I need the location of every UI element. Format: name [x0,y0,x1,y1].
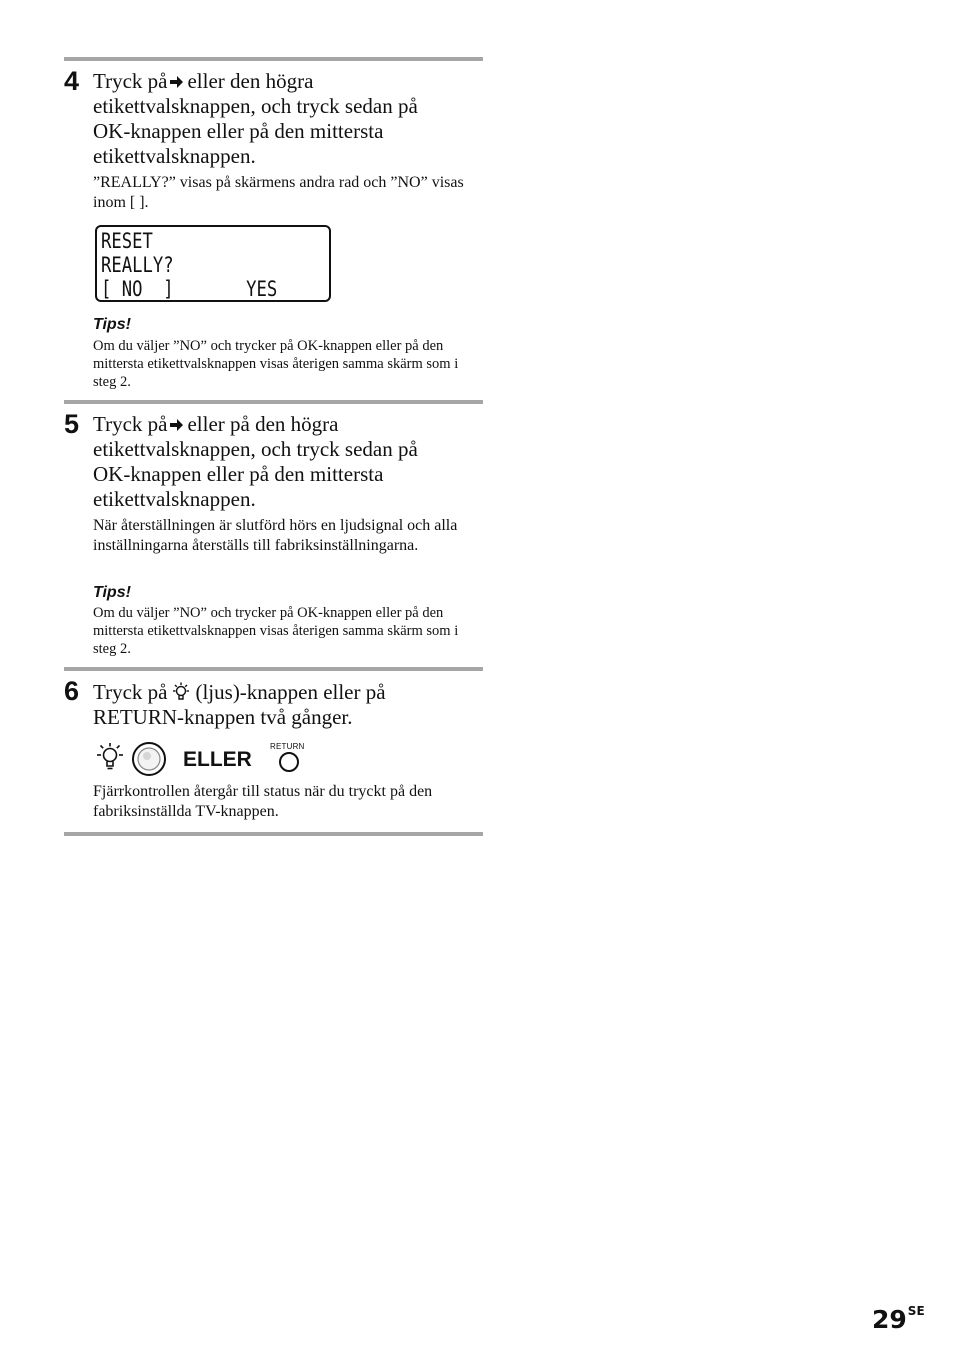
step-number: 6 [64,676,80,706]
step-text-line: etikettvalsknappen, och tryck sedan på [93,94,418,118]
return-button-label: RETURN [270,742,305,751]
page-number [872,1296,925,1335]
step-text-line: RETURN-knappen två gånger. [93,705,353,729]
step-text-end: eller på den högra [187,412,339,436]
arrow-right-icon [170,75,184,89]
return-button-icon [277,750,301,774]
step-text-start: Tryck på [93,680,168,704]
step-text-start: Tryck på [93,69,168,93]
section-rule [64,667,483,671]
lcd-line: [ NO ] YES [101,277,278,301]
section-rule [64,400,483,404]
step-text-start: Tryck på [93,412,168,436]
step-text-line: OK-knappen eller på den mittersta [93,462,384,486]
lcd-display [95,225,331,302]
step-text-line: etikettvalsknappen. [93,487,256,511]
step-instruction [93,412,483,512]
tips-label: Tips! [93,584,131,601]
step-text-line: etikettvalsknappen. [93,144,256,168]
light-button-icon [131,741,167,777]
step-number: 5 [64,409,80,439]
step-note: ”REALLY?” visas på skärmens andra rad och ”NO” visas inom [ ]. [93,174,464,211]
light-icon [93,742,127,772]
section-rule [64,832,483,836]
step-note: Fjärrkontrollen återgår till status när du tryckt på den fabriksinställda TV-knappen. [93,783,433,820]
step-number: 4 [64,66,80,96]
step-text-end: eller den högra [187,69,314,93]
step-text-end: (ljus)-knappen eller på [195,680,386,704]
page-suffix: SE [907,1304,925,1318]
lcd-line: RESET [101,229,153,253]
or-label: ELLER [183,748,252,771]
section-rule [64,57,483,61]
step-instruction [93,69,483,169]
tips-text: Om du väljer ”NO” och trycker på OK-knappen eller på den mittersta etikettvalsknappen visas återigen samma skärm som i steg 2. [93,605,459,657]
page-number-value: 29 [872,1305,907,1334]
light-icon [170,682,192,702]
step-note: När återställningen är slutförd hörs en ljudsignal och alla inställningarna återställs till fabriksinställningarna. [93,517,458,554]
arrow-right-icon [170,418,184,432]
lcd-line: REALLY? [101,253,174,277]
step-text-line: etikettvalsknappen, och tryck sedan på [93,437,418,461]
step-instruction [93,680,483,730]
step-text-line: OK-knappen eller på den mittersta [93,119,384,143]
tips-label: Tips! [93,316,131,333]
tips-text: Om du väljer ”NO” och trycker på OK-knappen eller på den mittersta etikettvalsknappen visas återigen samma skärm som i steg 2. [93,338,459,390]
